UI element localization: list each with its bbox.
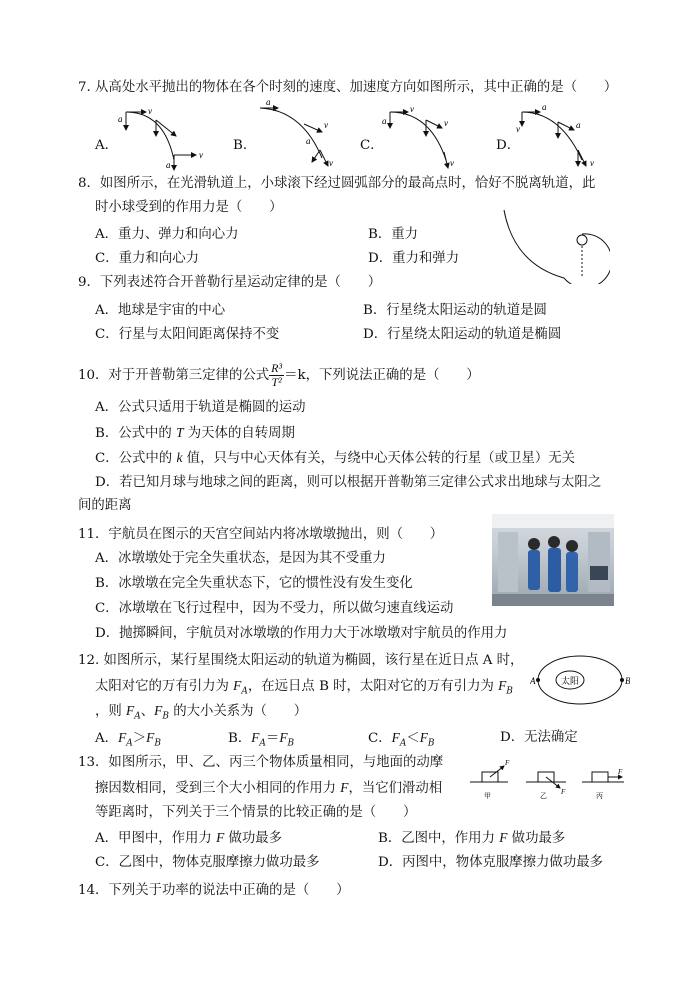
q7b-label-v: v [324,120,328,130]
q12-a-op: ＞ [132,731,147,746]
q12-c-pre: C． [368,731,392,746]
q10-option-d-line1: D．若已知月球与地球之间的距离，则可以根据开普勒第三定律公式求出地球与太阳之 [95,475,602,490]
q12-c-s2: B [427,738,435,749]
q12-stem-line2 [95,677,513,701]
q12-point-a: A [530,676,536,686]
q10-option-a: A．公式只适用于轨道是椭圆的运动 [95,400,306,415]
q9-stem: 9．下列表述符合开普勒行星运动定律的是（ ） [78,275,382,290]
q8-stem-line1: 8．如图所示，在光滑轨道上，小球滚下经过圆弧部分的最高点时，恰好不脱离轨道，此 [78,176,596,191]
q11-stem: 11．宇航员在图示的天宫空间站内将冰墩墩抛出，则（ ） [78,527,444,542]
q12-a-pre: A． [95,731,119,746]
q9-option-d: D．行星绕太阳运动的轨道是椭圆 [363,327,562,342]
q12-option-a [95,729,161,753]
q10-b-pre: B．公式中的 [95,426,177,441]
q7a-label-v: v [148,106,152,116]
q7c-label-a: a [382,116,387,126]
q10-b-post: 为天体的自转周期 [183,426,295,441]
q12-option-d: D．无法确定 [500,730,578,745]
q7b-label-a: a [266,98,271,107]
q14-stem: 14．下列关于功率的说法中正确的是（ ） [78,883,350,898]
q12-l3-fb: F [154,703,163,718]
q7a-label-a2: a [166,160,171,170]
q12-a-s2: B [154,738,161,749]
q13-option-c: C．乙图中，物体克服摩擦力做功最多 [95,855,320,870]
q11-option-c: C．冰墩墩在飞行过程中，因为不受力，所以做匀速直线运动 [95,601,454,616]
q7-figure-d [516,100,606,170]
q13-a-pre: A．甲图中，作用力 [95,831,217,846]
q12-l3-fa: F [126,703,135,718]
q10-stem-pre: 10．对于开普勒第三定律的公式 [78,368,270,383]
q12-c-f2: F [419,730,428,745]
q13-l2-pre: 擦因数相同，受到三个大小相同的作用力 [95,781,341,796]
q8-track-figure [500,206,610,284]
q12-a-f2: F [146,730,155,745]
q12-option-c [368,729,435,753]
q12-stem-line3 [95,702,307,726]
q7-figure-b [256,98,346,170]
space-station-photo [492,514,614,606]
q7-figure-a [116,100,216,172]
q10-option-d-line2: 间的距离 [78,498,132,513]
q12-l3-pre: ，则 [95,704,127,719]
q13-option-d: D．丙图中，物体克服摩擦力做功最多 [378,855,603,870]
q7b-label-a2: a [306,136,311,146]
q7d-label-v2: v [590,158,594,168]
q13-b-var: F [499,830,508,845]
q13-label-bing: 丙 [596,792,603,800]
q9-option-a: A．地球是宇宙的中心 [95,303,226,318]
q8-option-b: B．重力 [368,227,419,242]
q12-point-b: B [625,676,630,686]
q11-option-a: A．冰墩墩处于完全失重状态，是因为其不受重力 [95,551,386,566]
q10-c-pre: C．公式中的 [95,451,177,466]
q13-f-yi: F [561,788,566,796]
q8-stem-line2: 时小球受到的作用力是（ ） [95,200,283,215]
q7-option-a: A． [95,138,119,153]
q13-option-b [378,829,565,848]
q7c-label-v2: v [444,118,448,128]
q13-a-post: 做功最多 [224,831,283,846]
q12-l3-fa-sub: A [134,711,141,722]
q7-option-d: D． [496,138,521,153]
q12-b-f1: F [251,730,260,745]
q12-sun-label: 太阳 [561,676,580,686]
q12-b-op: ＝ [265,731,280,746]
q10-b-var: T [176,425,184,440]
q8-option-c: C．重力和向心力 [95,251,199,266]
q10-option-c [95,449,575,468]
q13-f-bing: F [618,768,623,776]
q13-l2-post: ，当它们滑动相 [348,781,443,796]
q12-c-f1: F [391,730,400,745]
q13-option-a [95,829,282,848]
q12-c-s1: A [399,738,407,749]
q7a-label-v2: v [199,150,203,160]
q13-b-post: 做功最多 [507,831,566,846]
q7-option-b: B． [233,138,257,153]
q7c-label-v: v [410,104,414,114]
q12-b-s1: A [259,738,266,749]
q7b-label-v2: v [329,158,333,168]
q11-option-d: D．抛掷瞬间，宇航员对冰墩墩的作用力大于冰墩墩对宇航员的作用力 [95,626,508,641]
q7d-label-v: v [516,124,520,134]
q12-b-f2: F [279,730,288,745]
q12-stem-line1: 12. 如图所示，某行星围绕太阳运动的轨道为椭圆，该行星在近日点 A 时， [78,653,524,668]
q13-figure [468,752,628,802]
q12-b-s2: B [287,738,295,749]
q7-option-c: C． [360,138,384,153]
q10-stem-post: ＝k，下列说法正确的是（ ） [284,368,480,383]
q10-formula-den: T² [271,375,282,389]
q10-formula [269,362,284,389]
q12-l2-pre: 太阳对它的万有引力为 [95,679,234,694]
q7d-label-a: a [542,102,547,112]
q13-stem-line3: 等距离时，下列关于三个情景的比较正确的是（ ） [95,805,417,820]
q10-c-post: 值，只与中心天体有关，与绕中心天体公转的行星（或卫星）无关 [182,451,576,466]
q12-fb: F [498,678,507,693]
q7d-label-a2: a [576,120,581,130]
q12-fa-sub: A [241,686,248,697]
q12-l2-mid: ，在远日点 B 时，太阳对它的万有引力为 [247,679,499,694]
q8-option-a: A．重力、弹力和向心力 [95,227,239,242]
q13-stem-line2 [95,779,442,798]
q12-c-op: ＜ [406,731,420,746]
q9-option-b: B．行星绕太阳运动的轨道是圆 [363,303,547,318]
q8-option-d: D．重力和弹力 [368,251,460,266]
q13-f-jia: F [505,759,510,767]
q13-label-jia: 甲 [484,792,491,800]
q12-option-b [228,729,294,753]
q10-formula-num: R³ [271,361,283,375]
q10-option-b [95,424,295,443]
q9-option-c: C．行星与太阳间距离保持不变 [95,327,280,342]
q12-l3-post: 的大小关系为（ ） [168,704,308,719]
q7-stem: 7. 从高处水平抛出的物体在各个时刻的速度、加速度方向如图所示，其中正确的是（ ） [78,80,618,95]
q10-c-var: k [176,450,183,465]
q7c-label-v3: v [450,158,454,168]
q12-fb-sub: B [506,686,513,697]
q12-fa: F [233,678,242,693]
q7a-label-a: a [118,114,123,124]
q12-l3-sep: 、 [140,704,155,719]
q12-orbit-figure [530,650,630,710]
q12-l3-fb-sub: B [162,711,169,722]
q12-a-s1: A [126,738,133,749]
q7-figure-c [382,100,472,170]
q10-stem [78,362,480,389]
q13-l2-var: F [340,780,349,795]
q13-b-pre: B．乙图中，作用力 [378,831,500,846]
q12-a-f1: F [118,730,127,745]
q13-stem-line1: 13．如图所示，甲、乙、丙三个物体质量相同，与地面的动摩 [78,755,444,770]
q13-a-var: F [216,830,225,845]
q11-option-b: B．冰墩墩在完全失重状态下，它的惯性没有发生变化 [95,576,413,591]
q12-b-pre: B． [228,731,252,746]
q13-label-yi: 乙 [540,792,547,800]
